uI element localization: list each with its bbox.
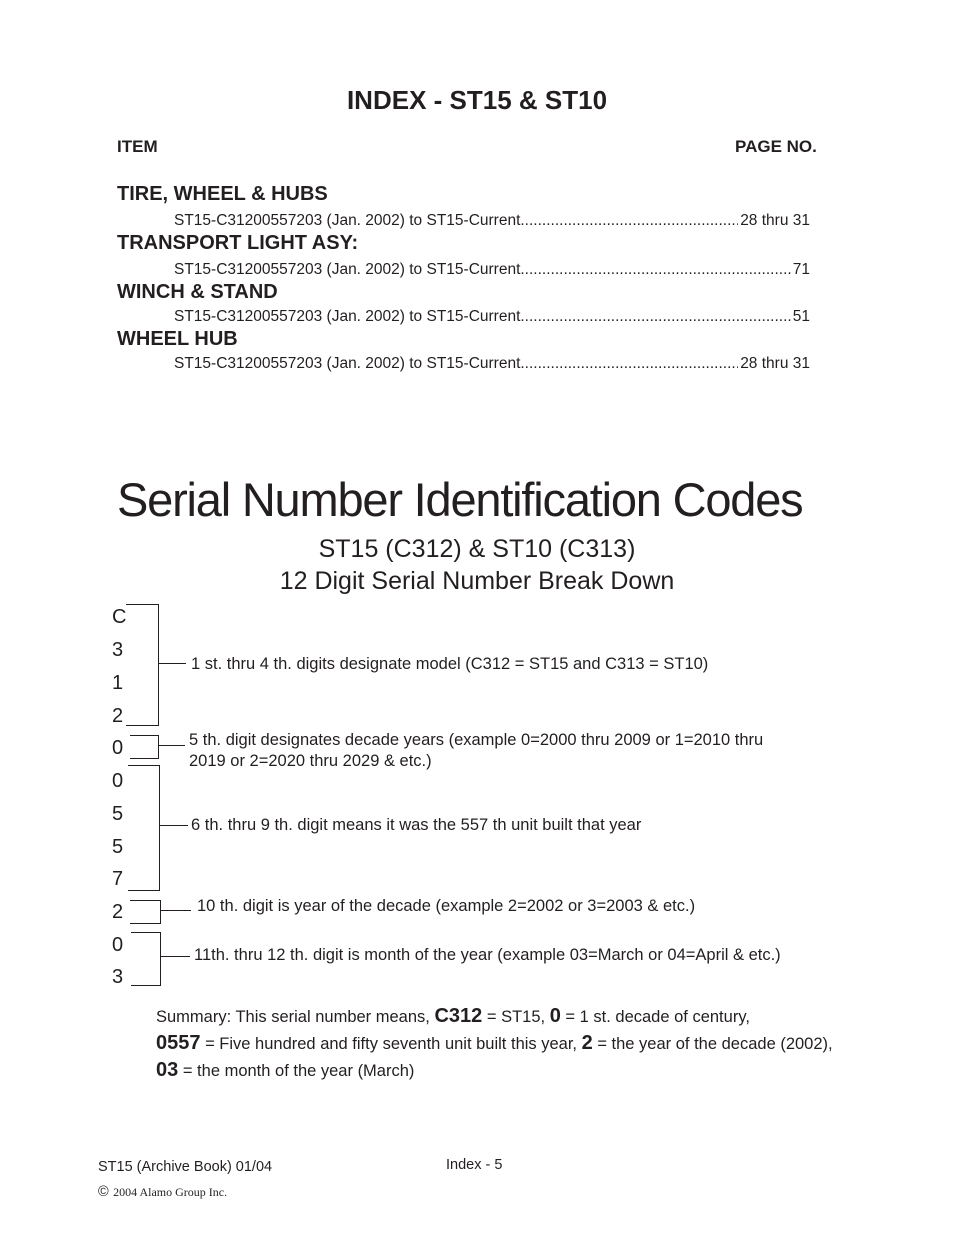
summary-text: = ST15, [482,1008,550,1026]
summary-year-code: 2 [581,1032,593,1054]
serial-digit: 1 [112,672,124,694]
serial-subtitle-models: ST15 (C312) & ST10 (C313) [318,535,636,563]
footer-copyright [98,1183,227,1201]
summary-text: = Five hundred and fifty seventh unit built this year, [200,1035,582,1053]
summary-text: = the year of the decade (2002), [592,1035,833,1053]
serial-digit: 3 [112,639,124,661]
bracket-model [126,604,159,726]
bracket-year [130,900,161,924]
bracket-unit [128,765,160,891]
index-entry [174,308,810,326]
section-title-winch-stand: WINCH & STAND [117,281,278,303]
serial-digit: 3 [112,966,124,988]
serial-digit: 5 [112,803,124,825]
entry-page: 28 thru 31 [740,212,810,229]
summary-model-code: C312 [434,1005,483,1027]
section-title-wheel-hub: WHEEL HUB [117,328,238,350]
section-title-tire-wheel-hubs: TIRE, WHEEL & HUBS [117,183,328,205]
serial-digit: 2 [112,901,124,923]
entry-page: 71 [792,261,810,278]
index-title: INDEX - ST15 & ST10 [346,85,608,115]
copyright-text: 2004 Alamo Group Inc. [113,1185,228,1199]
entry-page: 28 thru 31 [740,355,810,372]
column-header-item: ITEM [117,137,158,156]
index-entry [174,261,810,279]
serial-digit: 0 [112,737,124,759]
footer-book: ST15 (Archive Book) 01/04 [98,1159,273,1175]
serial-digit: 0 [112,770,124,792]
summary-text: = 1 st. decade of century, [560,1008,750,1026]
desc-model: 1 st. thru 4 th. digits designate model (C312 = ST15 and C313 = ST10) [191,655,709,673]
serial-summary [156,1003,846,1084]
entry-label: ST15-C31200557203 (Jan. 2002) to ST15-Current [174,355,521,372]
serial-digit: 7 [112,868,124,890]
bracket-connector [159,825,188,826]
bracket-connector [158,745,185,746]
summary-text: Summary: This serial number means, [156,1008,435,1026]
index-entry [174,212,810,230]
desc-year: 10 th. digit is year of the decade (example 2=2002 or 3=2003 & etc.) [197,897,696,915]
desc-decade-line1: 5 th. digit designates decade years (example 0=2000 thru 2009 or 1=2010 thru [189,731,764,749]
bracket-decade [130,735,159,759]
column-header-page-no: PAGE NO. [735,137,817,156]
entry-label: ST15-C31200557203 (Jan. 2002) to ST15-Current [174,308,521,325]
summary-text: = the month of the year (March) [178,1062,415,1080]
summary-decade-code: 0 [549,1005,561,1027]
entry-label: ST15-C31200557203 (Jan. 2002) to ST15-Current [174,261,521,278]
bracket-connector [160,910,191,911]
serial-digit: 5 [112,836,124,858]
summary-unit-code: 0557 [156,1032,201,1054]
serial-title: Serial Number Identification Codes [117,473,803,526]
copyright-symbol: © [98,1184,109,1200]
desc-month: 11th. thru 12 th. digit is month of the year (example 03=March or 04=April & etc.) [194,946,781,964]
bracket-connector [158,663,186,664]
desc-unit: 6 th. thru 9 th. digit means it was the 557 th unit built that year [191,816,642,834]
bracket-connector [160,956,190,957]
entry-page: 51 [792,308,810,325]
entry-label: ST15-C31200557203 (Jan. 2002) to ST15-Current [174,212,521,229]
serial-digit: 0 [112,934,124,956]
summary-month-code: 03 [156,1059,179,1081]
bracket-month [131,932,161,986]
footer-page-number: Index - 5 [446,1157,503,1173]
desc-decade-line2: 2019 or 2=2020 thru 2029 & etc.) [189,752,432,770]
section-title-transport-light: TRANSPORT LIGHT ASY: [117,232,359,254]
serial-subtitle-breakdown: 12 Digit Serial Number Break Down [279,567,675,595]
index-entry [174,355,810,373]
serial-digit: 2 [112,705,124,727]
serial-digit: C [112,606,127,628]
